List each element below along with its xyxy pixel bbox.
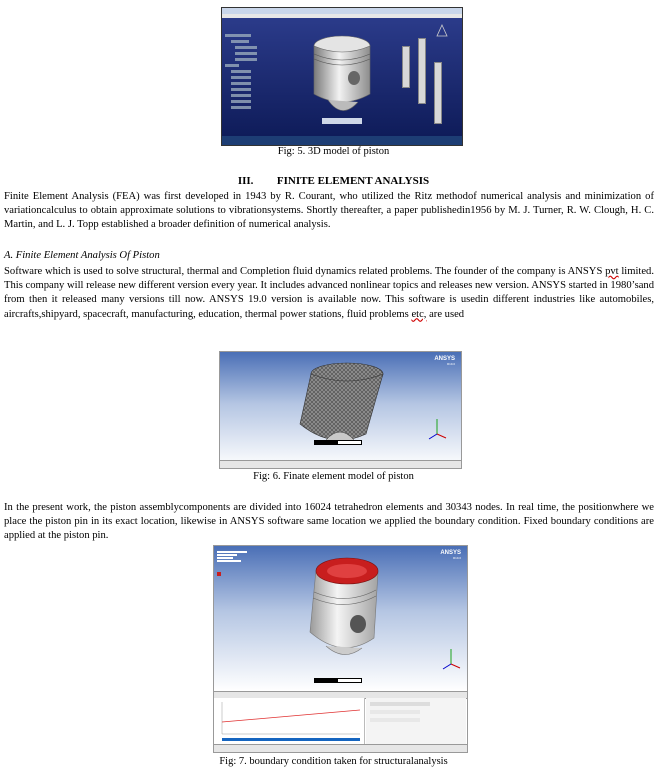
fig6-caption: Fig: 6. Finate element model of piston (253, 471, 414, 482)
figure-7-boundary-condition (213, 545, 468, 753)
piston-fixed-support (296, 550, 392, 668)
ansys-text-a: Software which is used to solve structural, thermal and Completion fluid dynamics related problems. The founder of the company is ANSYS (4, 266, 606, 277)
scale-bar (314, 440, 362, 445)
ansys-text-b: limited. This company will release new different version every year. It includes advanced nonlinear topics and releases new version. ANSYS started in 1980’sand from then it released many versions till now. ANSYS 19.0 version is available now. This software is usedin different industries like automobiles, aircrafts,shipyard, spacecraft, manufacturing, education, thermal power stations, fluid problems (4, 266, 654, 320)
load-graph (214, 698, 364, 744)
status-tabs (220, 460, 461, 468)
scale-bar (314, 678, 362, 683)
tabular-data-panel (366, 698, 466, 744)
ansys-logo: ANSYS R19.0 (434, 356, 455, 366)
axis-triad-icon (426, 416, 448, 442)
ansys-paragraph (4, 265, 654, 322)
axis-triad-icon (440, 646, 462, 672)
fea-intro-paragraph: Finite Element Analysis (FEA) was first developed in 1943 by R. Courant, who utilized the Ritz methodof numerical analysis and minimization of variationcalculus to obtain approximate solutions to vibrationsystems. Shortly thereafter, a paper publishedin1956 by M. J. Turner, R. W. Clough, H. C. Martin, and L. J. Topp established a broader definition of numerical analysis. (4, 191, 654, 231)
messages-bar (214, 744, 467, 752)
spellcheck-word-etc: etc, (411, 308, 427, 320)
toolbar-column-2 (418, 38, 426, 104)
mesh-paragraph: In the present work, the piston assemblycomponents are divided into 16024 tetrahedron elements and 30343 nodes. In real time, the positionwhere we place the piston pin in its exact location, likewise in ANSYS software same location we applied the boundary condition. Fixed boundary conditions are applied at the piston pin. (4, 502, 654, 542)
toolbar-column-3 (434, 62, 442, 124)
compass-icon (436, 24, 448, 38)
figure-5-catia-screenshot (221, 7, 463, 146)
piston-3d-model (302, 30, 382, 122)
spellcheck-word-pvt: pvt (605, 266, 619, 277)
figure-6-ansys-mesh (219, 351, 462, 469)
subsection-label: A. Finite Element Analysis Of Piston (4, 250, 160, 261)
legend-panel (217, 550, 251, 574)
fig5-caption: Fig: 5. 3D model of piston (277, 146, 390, 157)
graph-panel (214, 698, 365, 744)
ansys-text-c: are used (426, 308, 465, 320)
catia-viewport (222, 18, 462, 136)
ansys-logo: ANSYS R19.0 (440, 550, 461, 560)
section-number: III. (237, 175, 254, 187)
fig7-caption: Fig: 7. boundary condition taken for structuralanalysis (219, 756, 448, 767)
section-title: FINITE ELEMENT ANALYSIS (276, 175, 430, 187)
section-heading (0, 175, 667, 187)
toolbar-column-1 (402, 46, 410, 88)
specification-tree (225, 31, 261, 131)
bottom-toolbar (322, 118, 362, 124)
windows-taskbar (222, 136, 462, 145)
